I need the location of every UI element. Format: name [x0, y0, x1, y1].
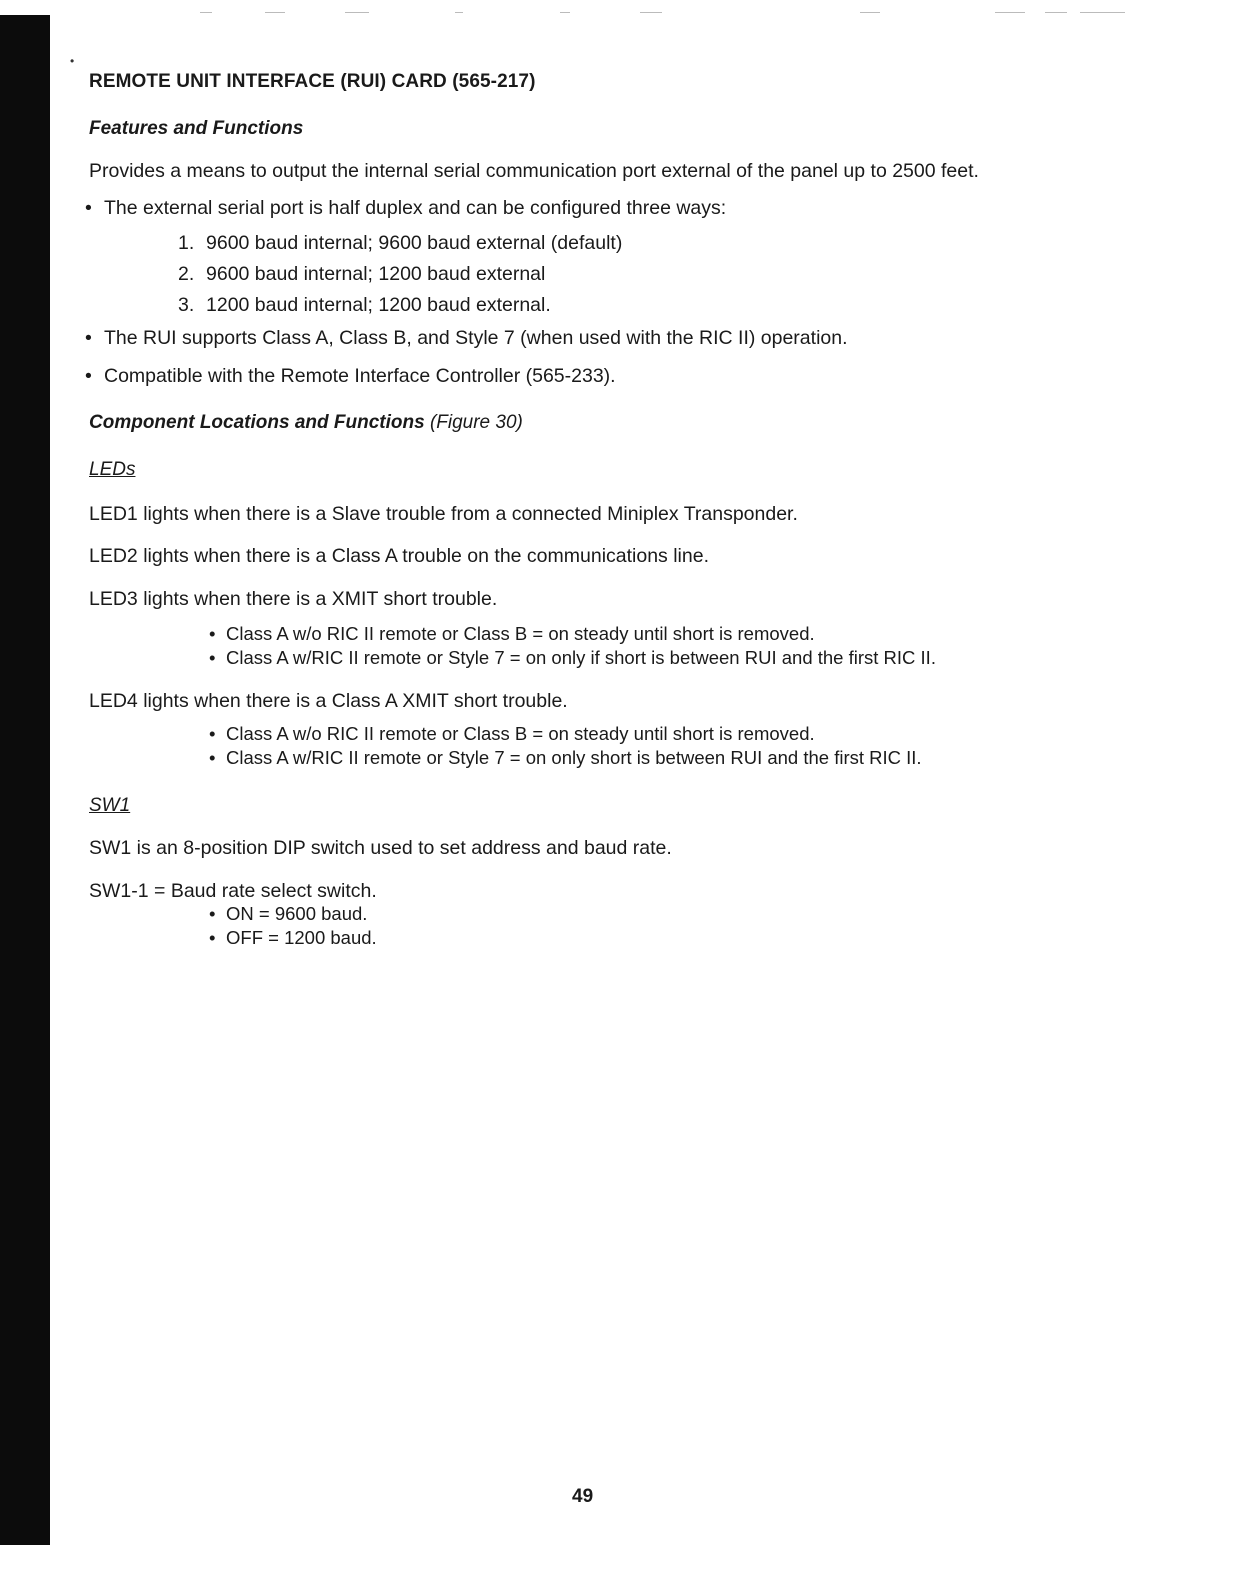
component-heading-text: Component Locations and Functions — [89, 412, 425, 433]
config-option-text: 1200 baud internal; 1200 baud external. — [206, 294, 551, 316]
figure-reference: (Figure 30) — [429, 412, 523, 433]
sw1-1-bullet: • OFF = 1200 baud. — [226, 927, 377, 949]
bullet-class-support: • The RUI supports Class A, Class B, and Style 7 (when used with the RIC II) operation. — [104, 327, 848, 350]
scan-edge-bar — [0, 15, 50, 1545]
bullet-compatibility: • Compatible with the Remote Interface Controller (565-233). — [104, 365, 616, 388]
config-option-number: 2. — [178, 263, 195, 285]
led3-description: LED3 lights when there is a XMIT short trouble. — [89, 588, 498, 610]
leds-heading: LEDs — [89, 459, 136, 480]
intro-paragraph: Provides a means to output the internal serial communication port external of the panel up to 2500 feet. — [89, 160, 979, 182]
sw1-1-description: SW1-1 = Baud rate select switch. — [89, 880, 377, 902]
corner-mark: • — [70, 54, 75, 68]
config-option-number: 1. — [178, 232, 195, 254]
features-heading: Features and Functions — [89, 118, 304, 139]
component-heading — [89, 412, 523, 434]
page-title: REMOTE UNIT INTERFACE (RUI) CARD (565-217) — [89, 71, 536, 92]
page-number: 49 — [572, 1486, 594, 1507]
led4-bullet: • Class A w/RIC II remote or Style 7 = on only short is between RUI and the first RIC II. — [226, 747, 922, 769]
config-option-number: 3. — [178, 294, 195, 316]
sw1-heading: SW1 — [89, 795, 131, 816]
led4-description: LED4 lights when there is a Class A XMIT short trouble. — [89, 690, 568, 712]
led4-bullet: • Class A w/o RIC II remote or Class B = on steady until short is removed. — [226, 723, 815, 745]
sw1-description: SW1 is an 8-position DIP switch used to set address and baud rate. — [89, 837, 672, 859]
led3-bullet: • Class A w/RIC II remote or Style 7 = on only if short is between RUI and the first RIC II. — [226, 647, 936, 669]
config-option-text: 9600 baud internal; 1200 baud external — [206, 263, 546, 285]
scan-noise — [60, 8, 1240, 18]
led1-description: LED1 lights when there is a Slave trouble from a connected Miniplex Transponder. — [89, 503, 798, 525]
bullet-serial-port: • The external serial port is half duplex and can be configured three ways: — [104, 197, 726, 220]
led3-bullet: • Class A w/o RIC II remote or Class B = on steady until short is removed. — [226, 623, 815, 645]
led2-description: LED2 lights when there is a Class A trouble on the communications line. — [89, 545, 710, 567]
sw1-1-bullet: • ON = 9600 baud. — [226, 903, 367, 925]
config-option-text: 9600 baud internal; 9600 baud external (default) — [206, 232, 623, 254]
